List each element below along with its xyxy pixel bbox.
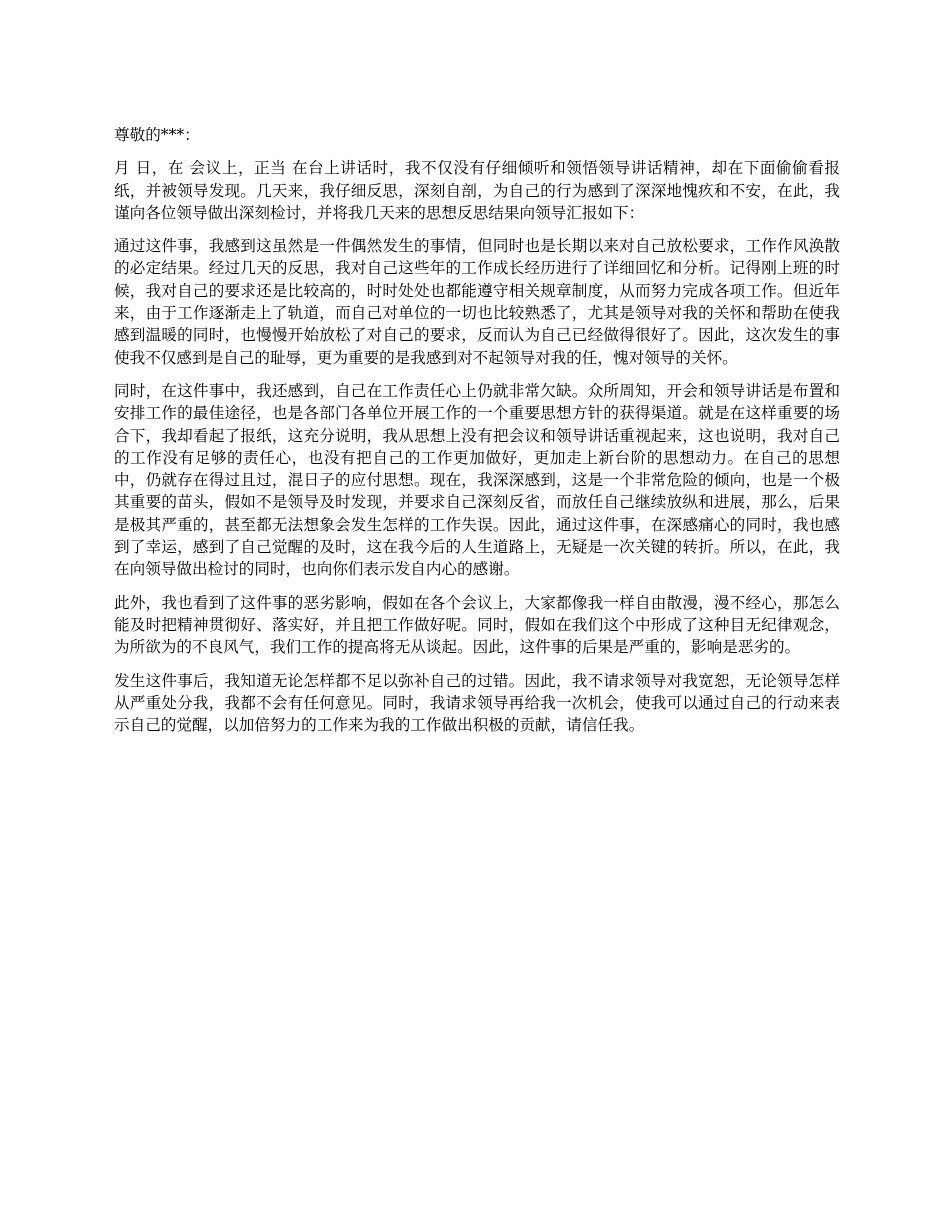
paragraph-5: 发生这件事后，我知道无论怎样都不足以弥补自己的过错。因此，我不请求领导对我宽恕，无论领导怎样从严重处分我，我都不会有任何意见。同时，我请求领导再给我一次机会，使我可以通过自己的行动来表示自己的觉醒，以加倍努力的工作来为我的工作做出积极的贡献，请信任我。 (114, 671, 840, 735)
paragraph-1: 月 日，在 会议上，正当 在台上讲话时，我不仅没有仔细倾听和领悟领导讲话精神，却在下面偷偷看报纸，并被领导发现。几天来，我仔细反思，深刻自剖，为自己的行为感到了深深地愧疚和不安，在此，我谨向各位领导做出深刻检讨，并将我几天来的思想反思结果向领导汇报如下： (114, 159, 840, 222)
letter-page (114, 124, 840, 747)
salutation: 尊敬的***： (114, 126, 200, 144)
paragraph-2: 通过这件事，我感到这虽然是一件偶然发生的事情，但同时也是长期以来对自己放松要求，工作作风涣散的必定结果。经过几天的反思，我对自己这些年的工作成长经历进行了详细回忆和分析。记得刚上班的时候，我对自己的要求还是比较高的，时时处处也都能遵守相关规章制度，从而努力完成各项工作。但近年来，由于工作逐渐走上了轨道，而自己对单位的一切也比较熟悉了，尤其是领导对我的关怀和帮助在使我感到温暖的同时，也慢慢开始放松了对自己的要求，反而认为自己已经做得很好了。因此，这次发生的事使我不仅感到是自己的耻辱，更为重要的是我感到对不起领导对我的任，愧对领导的关怀。 (114, 237, 840, 367)
paragraph-3: 同时，在这件事中，我还感到，自己在工作责任心上仍就非常欠缺。众所周知，开会和领导讲话是布置和安排工作的最佳途径，也是各部门各单位开展工作的一个重要思想方针的获得渠道。就是在这样重要的场合下，我却看起了报纸，这充分说明，我从思想上没有把会议和领导讲话重视起来，这也说明，我对自己的工作没有足够的责任心，也没有把自己的工作更加做好，更加走上新台阶的思想动力。在自己的思想中，仍就存在得过且过，混日子的应付思想。现在，我深深感到，这是一个非常危险的倾向，也是一个极其重要的苗头，假如不是领导及时发现，并要求自己深刻反省，而放任自己继续放纵和进展，那么，后果是极其严重的，甚至都无法想象会发生怎样的工作失误。因此，通过这件事，在深感痛心的同时，我也感到了幸运，感到了自己觉醒的及时，这在我今后的人生道路上，无疑是一次关键的转折。所以，在此，我在向领导做出检讨的同时，也向你们表示发自内心的感谢。 (114, 381, 840, 579)
paragraph-4: 此外，我也看到了这件事的恶劣影响，假如在各个会议上，大家都像我一样自由散漫，漫不经心，那怎么能及时把精神贯彻好、落实好，并且把工作做好呢。同时，假如在我们这个中形成了这种目无纪律观念，为所欲为的不良风气，我们工作的提高将无从谈起。因此，这件事的后果是严重的，影响是恶劣的。 (114, 593, 840, 657)
